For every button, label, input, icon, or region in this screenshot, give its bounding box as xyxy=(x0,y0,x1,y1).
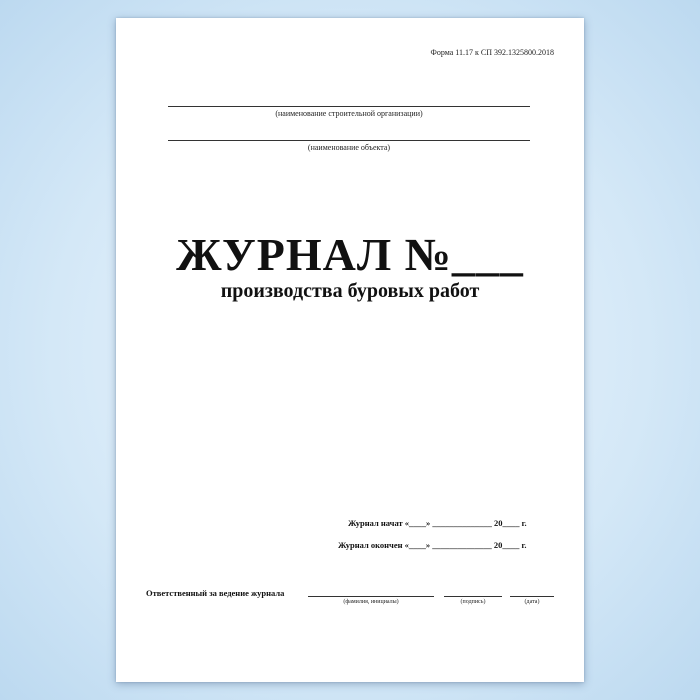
document-page xyxy=(116,18,584,682)
form-reference: Форма 11.17 к СП 392.1325800.2018 xyxy=(430,48,554,57)
responsible-date-line xyxy=(510,596,554,597)
journal-started-line: Журнал начат «____» ______________ 20____ г. xyxy=(348,518,527,528)
responsible-signature-line xyxy=(444,596,502,597)
responsible-name-line xyxy=(308,596,434,597)
org-name-line xyxy=(168,106,530,107)
object-name-line xyxy=(168,140,530,141)
responsible-label: Ответственный за ведение журнала xyxy=(146,588,285,598)
journal-title: ЖУРНАЛ №___ xyxy=(176,229,524,280)
journal-finished-line: Журнал окончен «____» ______________ 20____ г. xyxy=(338,540,527,550)
responsible-name-caption: (фамилия, инициалы) xyxy=(343,599,399,605)
journal-subtitle: производства буровых работ xyxy=(220,280,480,302)
org-name-caption: (наименование строительной организации) xyxy=(275,109,423,118)
responsible-signature-caption: (подпись) xyxy=(460,599,486,605)
object-name-caption: (наименование объекта) xyxy=(307,143,391,152)
responsible-date-caption: (дата) xyxy=(524,599,540,605)
